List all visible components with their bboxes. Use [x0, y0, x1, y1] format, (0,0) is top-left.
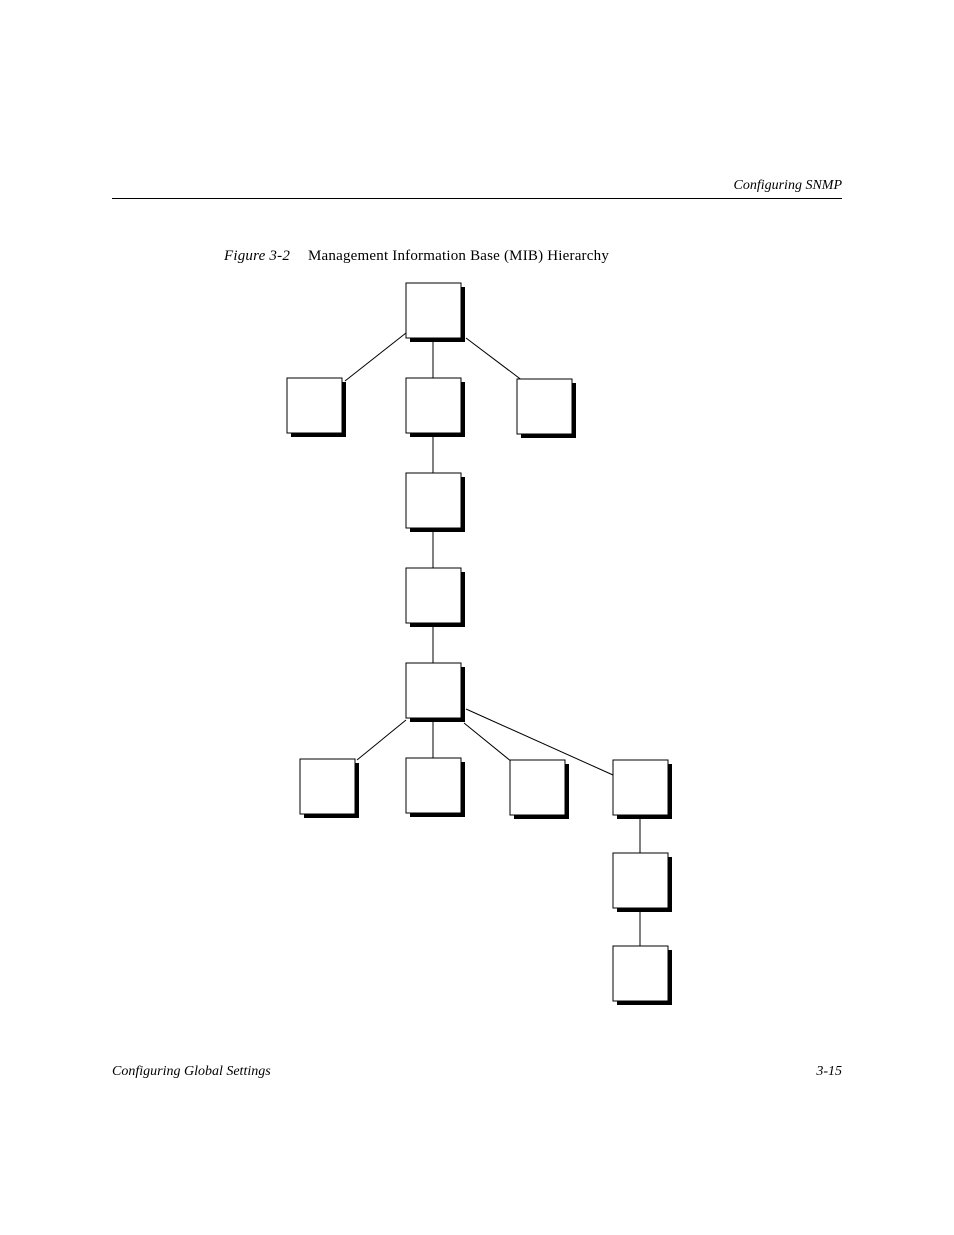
tree-node-level6-first	[300, 759, 359, 818]
tree-node-level6-second	[406, 758, 465, 817]
tree-node-level7	[613, 853, 672, 912]
tree-node-level6-fourth	[613, 760, 672, 819]
connector-root-left	[345, 333, 406, 381]
tree-node-level8	[613, 946, 672, 1005]
connector-level5-child1	[357, 720, 406, 760]
tree-node-level5	[406, 663, 465, 722]
tree-node-level3	[406, 473, 465, 532]
tree-node-level2-left	[287, 378, 346, 437]
tree-node-level4	[406, 568, 465, 627]
footer-page-number: 3-15	[816, 1064, 842, 1079]
tree-node-level2-center	[406, 378, 465, 437]
figure-number: Figure 3-2	[224, 248, 291, 264]
tree-connectors	[345, 333, 640, 946]
connector-root-right	[466, 338, 523, 381]
figure-title: Management Information Base (MIB) Hierarchy	[308, 248, 610, 264]
tree-node-level6-third	[510, 760, 569, 819]
tree-node-level2-right	[517, 379, 576, 438]
running-head: Configuring SNMP	[733, 178, 842, 193]
tree-node-root	[406, 283, 465, 342]
footer-section-title: Configuring Global Settings	[112, 1064, 271, 1079]
connector-level5-child3	[464, 723, 512, 762]
